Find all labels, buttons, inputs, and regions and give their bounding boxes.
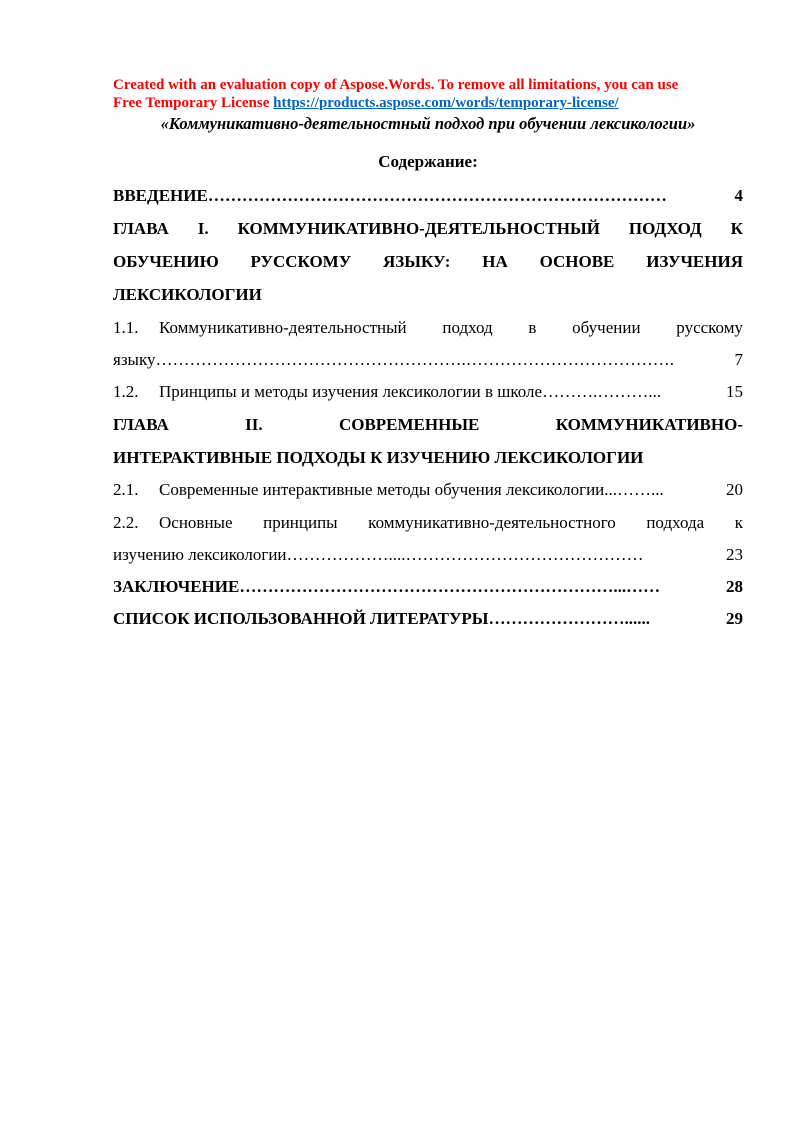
toc-entry-page: 29 [726, 609, 743, 628]
toc-entry-2-2-line-1: Основные принципы коммуникативно-деятельностного подхода к [159, 513, 743, 532]
toc-entry-1-1[interactable] [113, 311, 743, 376]
toc-chapter-2-line-2: ИНТЕРАКТИВНЫЕ ПОДХОДЫ К ИЗУЧЕНИЮ ЛЕКСИКОЛОГИИ [113, 448, 644, 467]
toc-entry-title: ЗАКЛЮЧЕНИЕ [113, 577, 240, 596]
toc-entry-page: 15 [726, 382, 743, 401]
toc-entry-references[interactable] [113, 603, 743, 635]
toc-entry-leader: ………………....…………………………………… [286, 545, 644, 564]
toc-entry-page: 23 [726, 545, 743, 564]
toc-entry-2-1[interactable] [113, 474, 743, 506]
document-page [113, 76, 743, 635]
document-title: «Коммуникативно-деятельностный подход при обучении лексикологии» [160, 114, 696, 133]
toc-entry-2-2-line-2: изучению лексикологии [113, 545, 287, 564]
toc-entry-page: 28 [726, 577, 743, 596]
toc-chapter-1-line-1: ГЛАВА I. КОММУНИКАТИВНО-ДЕЯТЕЛЬНОСТНЫЙ ПОДХОД К [113, 219, 743, 238]
toc-entry-1-1-line-1: Коммуникативно-деятельностный подход в обучении русскому [159, 318, 743, 337]
toc-entry-title: Принципы и методы изучения лексикологии в школе [159, 382, 543, 401]
toc-entry-chapter-1[interactable] [113, 212, 743, 311]
evaluation-watermark [113, 76, 743, 112]
table-of-contents [113, 180, 743, 635]
watermark-line-1: Created with an evaluation copy of Aspose.Words. To remove all limitations, you can use [113, 77, 679, 93]
toc-entry-chapter-2[interactable] [113, 408, 743, 474]
toc-heading: Содержание: [378, 152, 478, 171]
toc-entry-leader: ……………………...... [488, 609, 650, 628]
license-link[interactable]: https://products.aspose.com/words/temporary-license/ [273, 95, 619, 111]
toc-entry-leader: ……………………………………………….………………………………. [155, 350, 674, 369]
toc-entry-1-2[interactable] [113, 376, 743, 408]
toc-entry-leader: ……………………………………………………………………… [207, 186, 667, 205]
toc-entry-number: 2.1. [113, 480, 139, 499]
toc-entry-page: 4 [734, 186, 743, 205]
toc-entry-2-2[interactable] [113, 506, 743, 571]
toc-entry-title: ВВЕДЕНИЕ [113, 186, 208, 205]
toc-chapter-1-line-3: ЛЕКСИКОЛОГИИ [113, 285, 262, 304]
toc-entry-title: Современные интерактивные методы обучения лексикологии [159, 480, 605, 499]
toc-chapter-1-line-2: ОБУЧЕНИЮ РУССКОМУ ЯЗЫКУ: НА ОСНОВЕ ИЗУЧЕНИЯ [113, 252, 743, 271]
toc-entry-number: 1.2. [113, 382, 139, 401]
watermark-line-2 [113, 94, 743, 112]
toc-entry-number: 1.1. [113, 318, 139, 337]
toc-entry-leader: ...……... [604, 480, 664, 499]
toc-entry-conclusion[interactable] [113, 571, 743, 603]
toc-entry-page: 7 [734, 350, 743, 369]
toc-entry-number: 2.2. [113, 513, 139, 532]
toc-chapter-2-line-1: ГЛАВА II. СОВРЕМЕННЫЕ КОММУНИКАТИВНО- [113, 415, 743, 434]
watermark-license-label: Free Temporary License [113, 95, 274, 111]
toc-entry-intro[interactable] [113, 180, 743, 212]
toc-entry-page: 20 [726, 480, 743, 499]
toc-entry-title: СПИСОК ИСПОЛЬЗОВАННОЙ ЛИТЕРАТУРЫ [113, 609, 489, 628]
toc-entry-leader: …………………………………………………………...…… [239, 577, 661, 596]
toc-entry-leader: ……….………... [542, 382, 662, 401]
toc-entry-1-1-line-2: языку [113, 350, 156, 369]
